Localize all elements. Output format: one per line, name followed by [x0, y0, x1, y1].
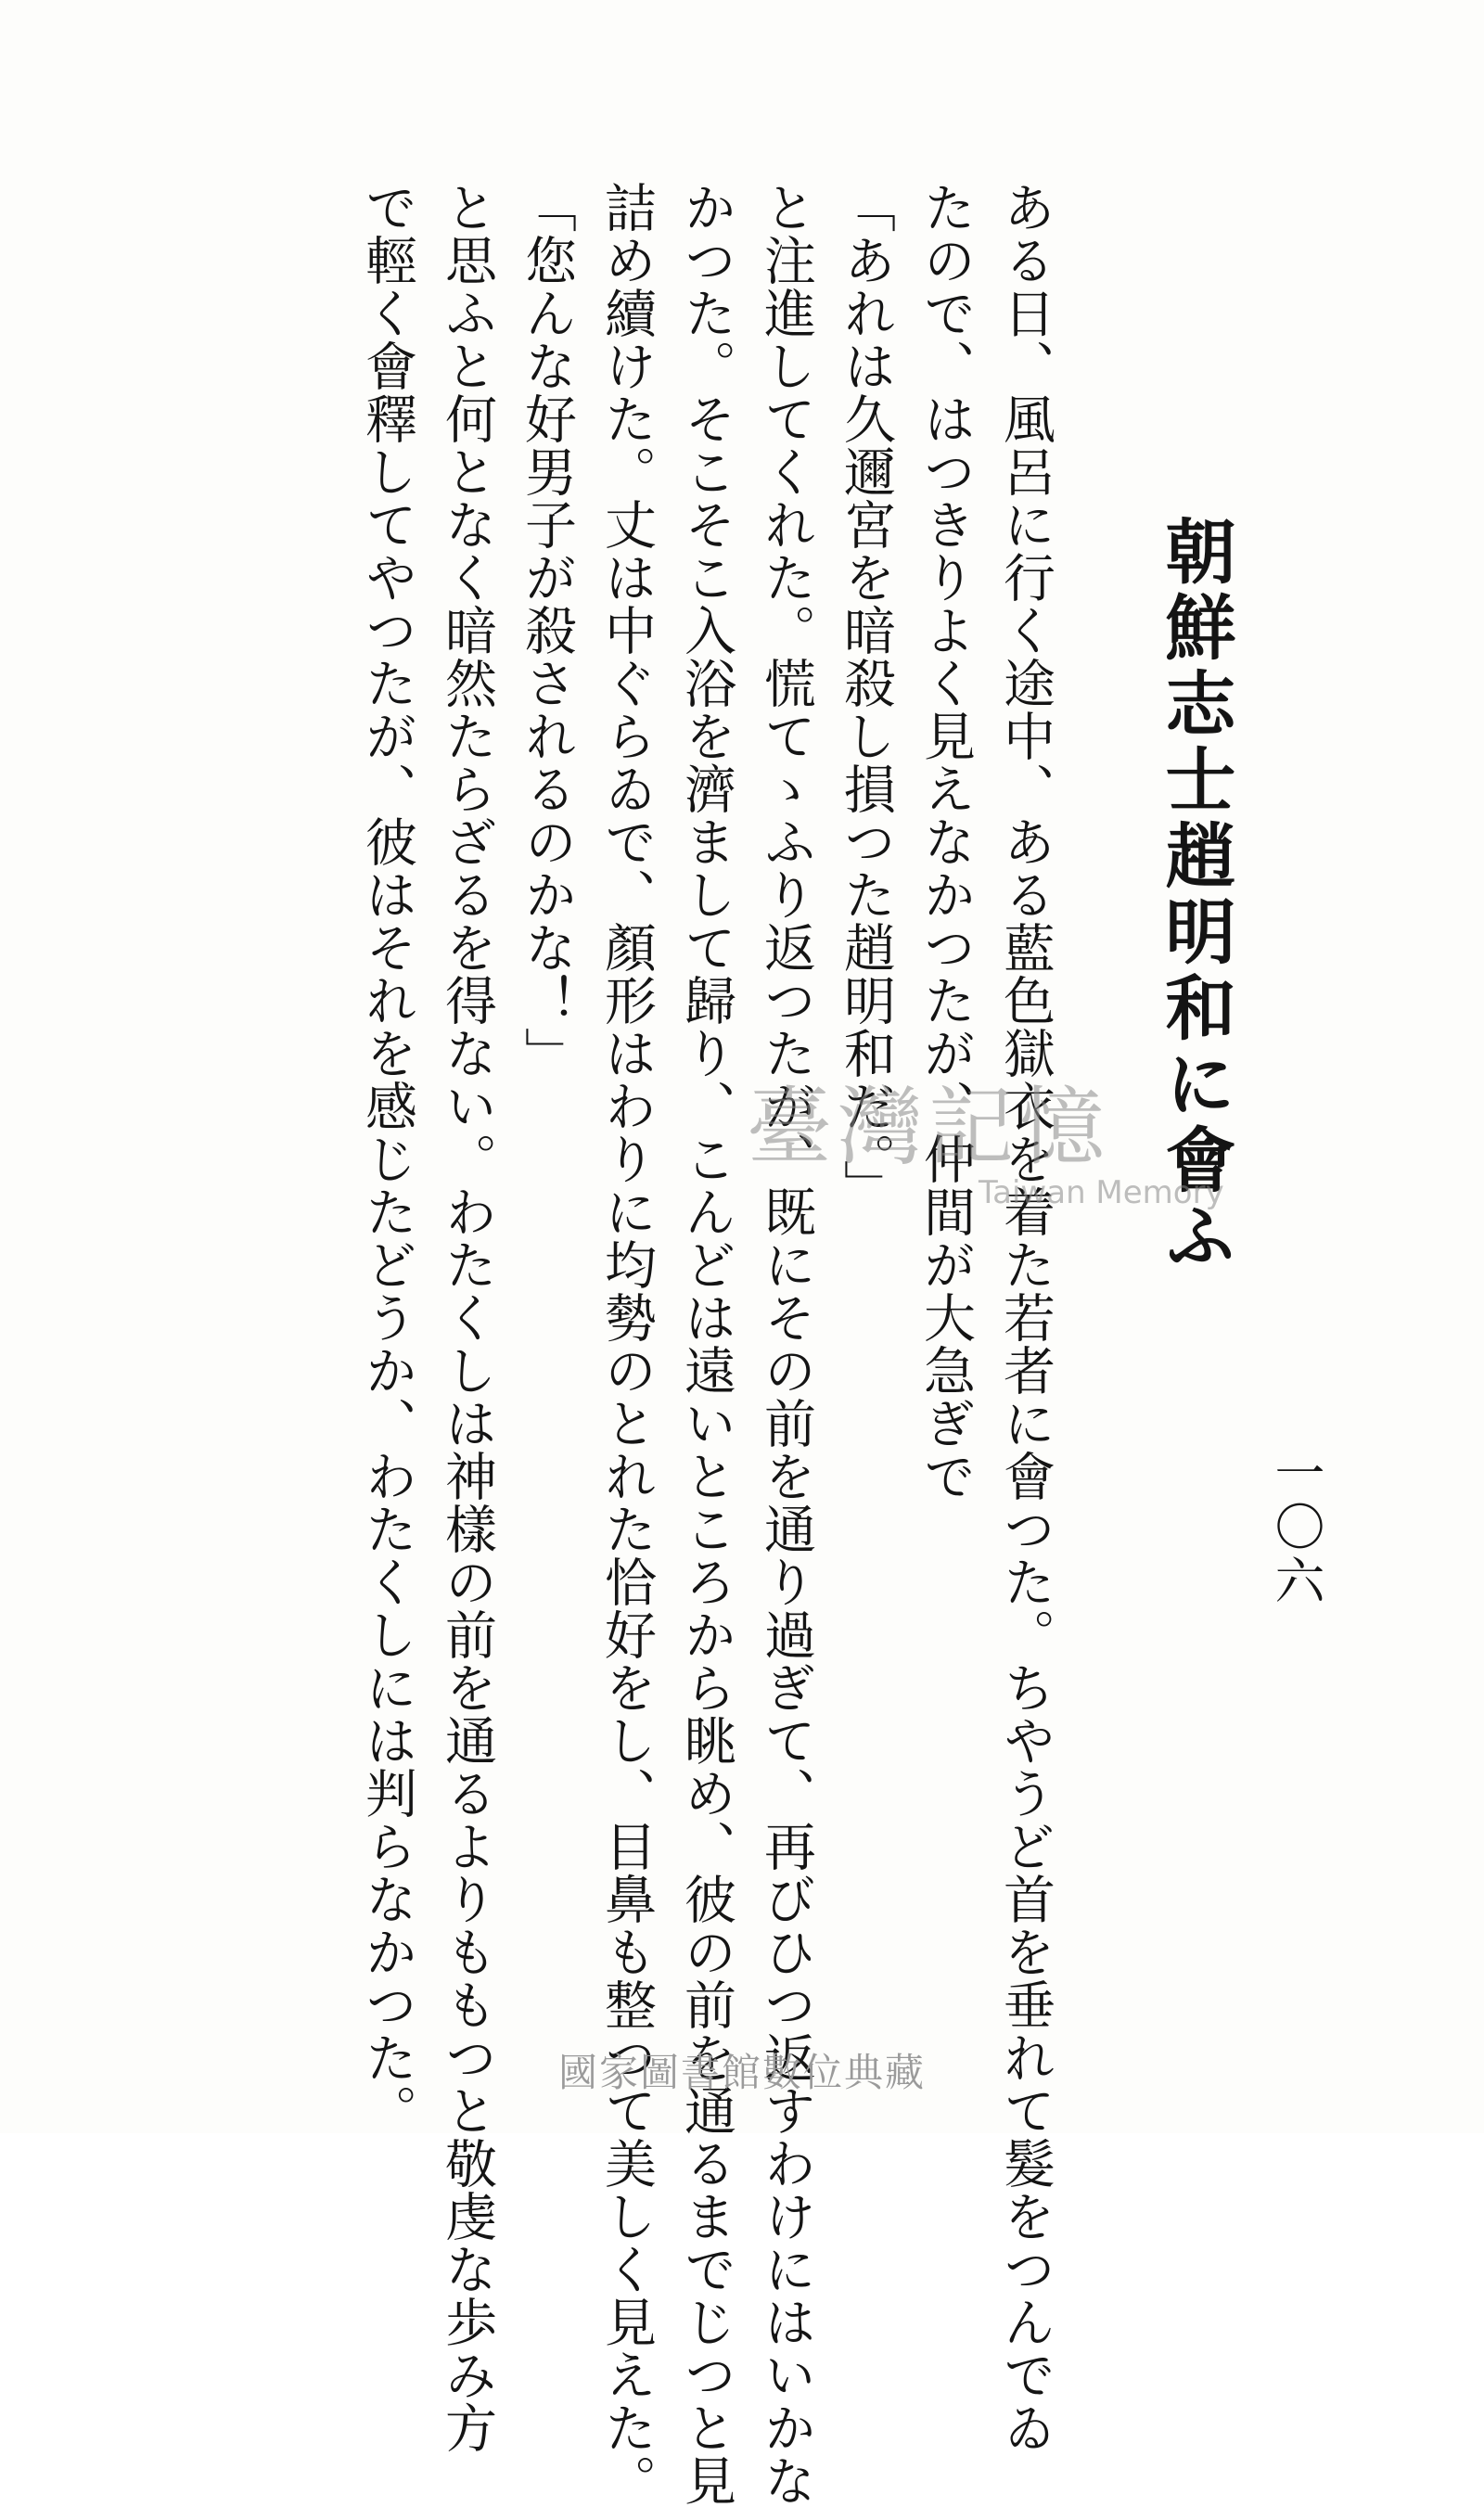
text-column: と思ふと何となく暗然たらざるを得ない。わたくしは神樣の前を通るよりももつと敬虔な歩み方	[437, 181, 497, 2454]
text-column: で輕く會釋してやつたが、彼はそれを感じたどうか、わたくしには判らなかつた。	[357, 181, 417, 2137]
text-column: 「您んな好男子が殺されるのかな！」	[517, 181, 577, 1080]
text-column: と注進してくれた。慌てゝふり返つたが、既にその前を通り過ぎて、再びひつ返すわけにはいかな	[756, 181, 816, 2507]
text-column: たので、はつきりよく見えなかつたが、仲間が大急ぎで	[915, 181, 976, 1503]
watermark-english: Taiwan Memory	[979, 1174, 1224, 1211]
watermark-chinese: 臺灣記憶	[747, 1078, 1111, 1177]
text-column: 詰め續けた。丈は中ぐらゐで、顏形はわりに均勢のとれた恰好をし、目鼻も整つて美しく見えた。	[596, 181, 657, 2507]
page-number: 一〇六	[1267, 1447, 1325, 1608]
text-column: かつた。そこそこ入浴を濟まして歸り、こんどは遠いところから眺め、彼の前を通るまでじつと見	[676, 181, 736, 2507]
text-column: ある日、風呂に行く途中、ある藍色獄衣を着た若者に會つた。ちやうど首を垂れて髮をつんでゐ	[995, 181, 1055, 2454]
footer-credit: 國家圖書館數位典藏	[557, 2050, 926, 2095]
taiwan-memory-watermark	[747, 1078, 1224, 1243]
chapter-title: 朝鮮志士趙明和に會ふ	[1154, 515, 1236, 1275]
text-column: 「あれは久邇宮を暗殺し損つた趙明和だ。」	[836, 181, 896, 1212]
